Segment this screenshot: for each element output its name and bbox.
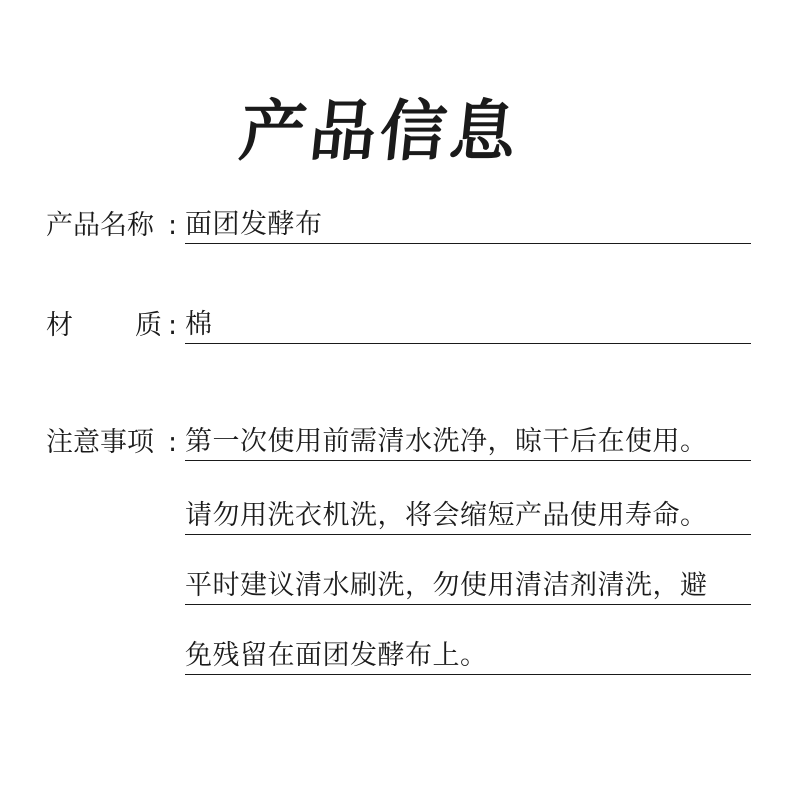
material-label-first: 材 [46, 310, 73, 341]
material-label-last: 质 [135, 310, 162, 341]
product-name-label: 产品名称 [46, 210, 154, 241]
material-label [46, 308, 162, 344]
product-name-colon: : [168, 210, 178, 241]
notes-line-4: 免残留在面团发酵布上。 [185, 638, 751, 675]
notes-line-3: 平时建议清水刷洗，勿使用清洁剂清洗，避 [185, 568, 751, 605]
notes-line-1: 第一次使用前需清水洗净，晾干后在使用。 [185, 424, 751, 461]
material-colon: : [168, 310, 178, 341]
page-title: 产品信息 [236, 93, 525, 170]
notes-colon: : [168, 427, 178, 458]
product-name-value: 面团发酵布 [185, 207, 751, 244]
notes-label: 注意事项 [46, 427, 154, 458]
material-value: 棉 [185, 307, 751, 344]
notes-line-2: 请勿用洗衣机洗，将会缩短产品使用寿命。 [185, 498, 751, 535]
